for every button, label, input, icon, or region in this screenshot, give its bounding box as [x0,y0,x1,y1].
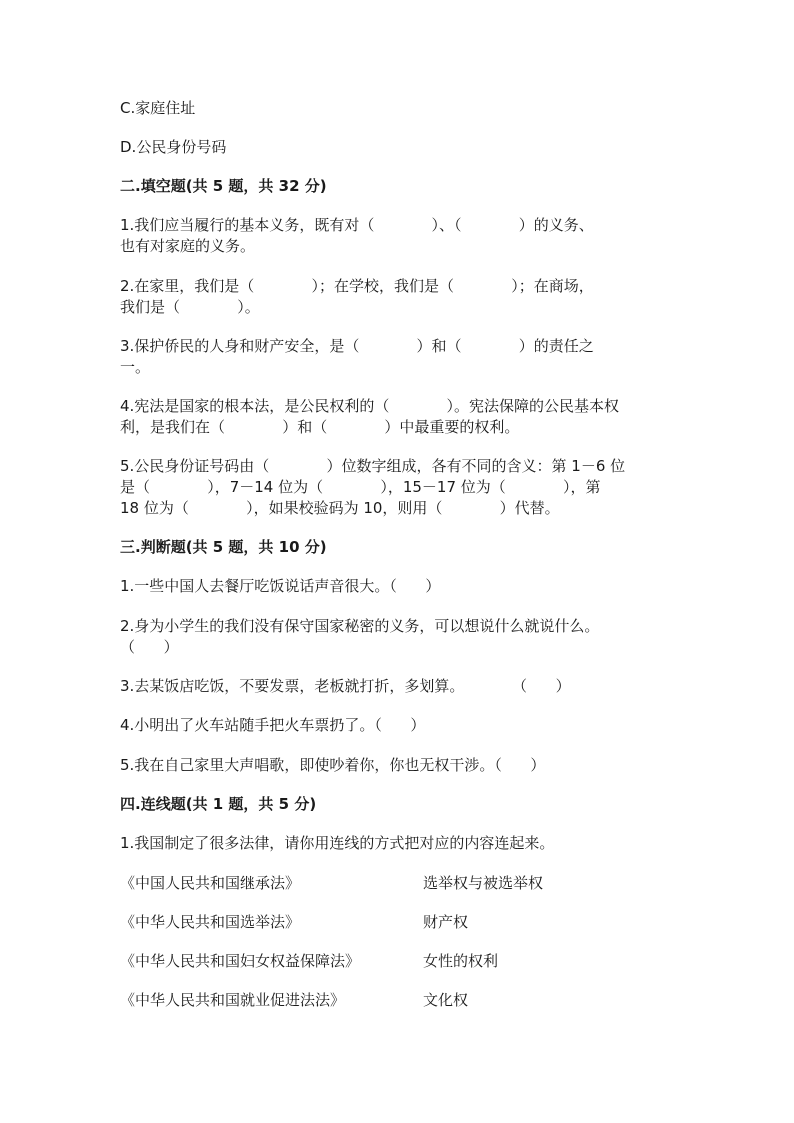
section-heading-matching: 四.连线题(共 1 题，共 5 分) [120,795,317,813]
section-heading-true-false: 三.判断题(共 5 题，共 10 分) [120,538,327,556]
judge-question-1: 1.一些中国人去餐厅吃饭说话声音很大。（ ） [120,577,441,595]
law-item: 《中华人民共和国妇女权益保障法》 [120,952,361,970]
fill-question-3-line-2: 一。 [120,358,151,376]
law-item: 《中华人民共和国选举法》 [120,913,301,931]
option-d: D.公民身份号码 [120,138,227,156]
judge-question-4: 4.小明出了火车站随手把火车票扔了。（ ） [120,716,426,734]
right-item: 女性的权利 [423,952,499,970]
fill-question-1-line-1: 1.我们应当履行的基本义务，既有对（ ）、（ ）的义务、 [120,216,594,234]
section-heading-fill-blank: 二.填空题(共 5 题，共 32 分) [120,177,327,195]
judge-question-3: 3.去某饭店吃饭，不要发票，老板就打折，多划算。 （ ） [120,677,571,695]
right-item: 财产权 [423,913,469,931]
option-c: C.家庭住址 [120,99,196,117]
fill-question-5-line-3: 18 位为（ ），如果校验码为 10，则用（ ）代替。 [120,499,560,517]
fill-question-5-line-1: 5.公民身份证号码由（ ）位数字组成，各有不同的含义：第 1－6 位 [120,457,626,475]
right-item: 文化权 [423,991,469,1009]
law-item: 《中华人民共和国就业促进法法》 [120,991,346,1009]
fill-question-4-line-1: 4.宪法是国家的根本法，是公民权利的（ ）。宪法保障的公民基本权 [120,397,620,415]
fill-question-4-line-2: 利，是我们在（ ）和（ ）中最重要的权利。 [120,418,520,436]
judge-question-2-line-1: 2.身为小学生的我们没有保守国家秘密的义务，可以想说什么就说什么。 [120,617,600,635]
fill-question-3-line-1: 3.保护侨民的人身和财产安全，是（ ）和（ ）的责任之 [120,337,594,355]
fill-question-2-line-2: 我们是（ ）。 [120,298,260,316]
fill-question-5-line-2: 是（ ），7－14 位为（ ），15－17 位为（ ），第 [120,478,601,496]
law-item: 《中国人民共和国继承法》 [120,874,301,892]
matching-question-1: 1.我国制定了很多法律，请你用连线的方式把对应的内容连起来。 [120,834,555,852]
fill-question-1-line-2: 也有对家庭的义务。 [120,237,256,255]
fill-question-2-line-1: 2.在家里，我们是（ ）；在学校，我们是（ ）；在商场， [120,277,594,295]
judge-question-2-line-2: （ ） [120,638,179,656]
right-item: 选举权与被选举权 [423,874,544,892]
judge-question-5: 5.我在自己家里大声唱歌，即使吵着你，你也无权干涉。（ ） [120,756,546,774]
